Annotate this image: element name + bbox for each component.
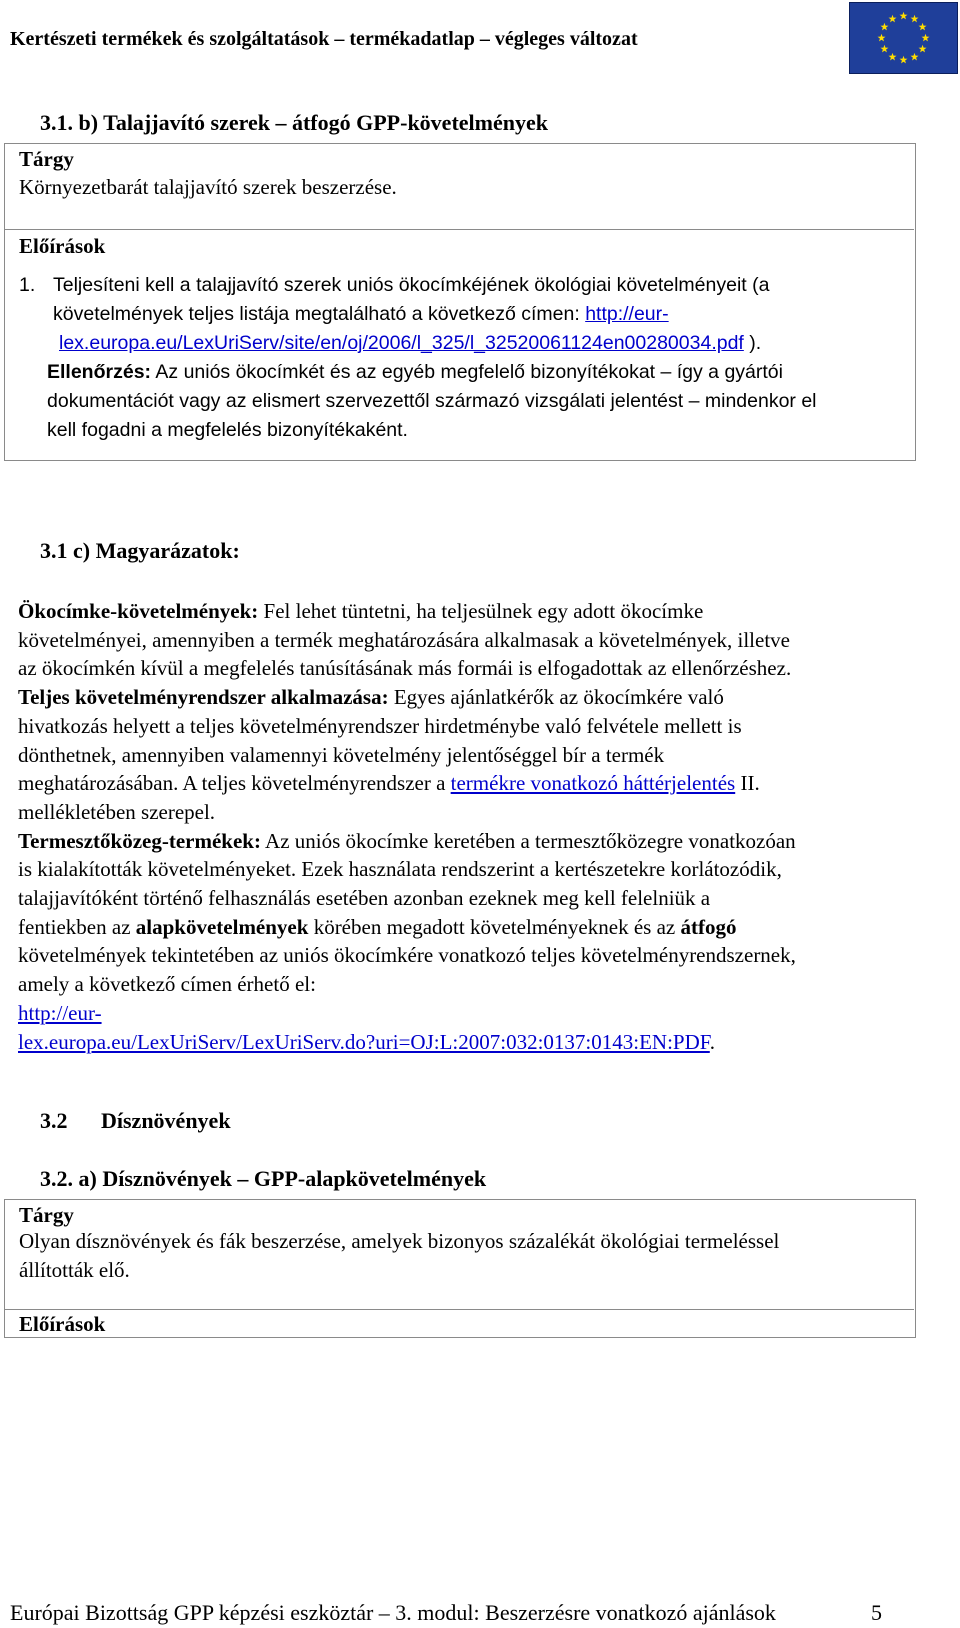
section-title-32: Dísznövények <box>101 1108 231 1133</box>
paragraph-text: II. <box>735 771 760 796</box>
paragraph-line: is kialakították követelményeket. Ezek használata rendszerint a kertészetekre korlátozódik, <box>18 857 782 882</box>
verification-line: dokumentációt vagy az elismert szervezettől származó vizsgálati jelentést – mindenkor el <box>47 390 817 412</box>
full-criteria-label: Teljes követelményrendszer alkalmazása: <box>18 685 389 710</box>
specs-label: Előírások <box>19 1312 106 1336</box>
background-report-link[interactable]: termékre vonatkozó háttérjelentés <box>450 771 736 796</box>
paragraph-line: követelmények tekintetében az uniós ökocímkére vonatkozó teljes követelményrendszernek, <box>18 943 796 968</box>
list-item-tail: ). <box>743 332 762 354</box>
bold-term: átfogó <box>680 914 737 939</box>
eur-lex-link[interactable]: http://eur- <box>585 303 669 325</box>
growing-media-label: Termesztőközeg-termékek: <box>18 828 261 853</box>
section-heading-31b: 3.1. b) Talajjavító szerek – átfogó GPP-követelmények <box>40 110 548 135</box>
paragraph-line <box>18 683 796 712</box>
subject-line: állították elő. <box>19 1257 130 1282</box>
paragraph-line <box>18 769 796 798</box>
paragraph-text: . <box>709 1029 716 1054</box>
paragraph-line: dönthetnek, amennyiben valamennyi követelmény jelentőséggel bír a termék <box>18 742 665 767</box>
paragraph-line: az ökocímkén kívül a megfelelés tanúsításának más formái is elfogadottak az ellenőrzéshez. <box>18 656 792 681</box>
paragraph-text: Egyes ajánlatkérők az ökocímkére való <box>388 685 724 710</box>
list-item-text: követelmények teljes listája megtalálható a következő címen: <box>53 303 586 325</box>
section-heading-31c: 3.1 c) Magyarázatok: <box>40 538 240 563</box>
paragraph-line: amely a következő címen érhető el: <box>18 972 316 997</box>
eu-flag-icon <box>849 2 958 74</box>
flag-star-icon <box>900 56 908 64</box>
flag-star-icon <box>880 23 888 31</box>
flag-star-icon <box>922 34 930 42</box>
subject-label: Tárgy <box>19 1203 74 1227</box>
page-number: 5 <box>871 1600 882 1625</box>
flag-star-icon <box>889 15 897 23</box>
explanations-block <box>18 597 796 1056</box>
flag-star-icon <box>880 45 888 53</box>
paragraph-line: mellékletében szerepel. <box>18 799 216 824</box>
list-item <box>53 271 769 358</box>
flag-star-icon <box>889 53 897 61</box>
verification-line: kell fogadni a megfelelés bizonyítékaként. <box>47 419 408 441</box>
subject-text <box>19 1227 779 1284</box>
verification-block <box>47 358 817 445</box>
paragraph-line: talajjavítóként történő felhasználás esetében azonban ezeknek meg kell felelniük a <box>18 886 711 911</box>
document-header-title: Kertészeti termékek és szolgáltatások – termékadatlap – végleges változat <box>10 28 638 50</box>
paragraph-text: fentiekben az <box>18 914 136 939</box>
paragraph-line <box>18 1028 796 1057</box>
ecolabel-requirements-label: Ökocímke-követelmények: <box>18 599 259 623</box>
verification-line <box>47 358 817 387</box>
paragraph-line <box>18 913 796 942</box>
section-number-32: 3.2 <box>40 1108 68 1133</box>
paragraph-text: meghatározásában. A teljes követelményrendszer a <box>18 771 451 796</box>
flag-star-icon <box>911 53 919 61</box>
specs-label: Előírások <box>19 234 106 258</box>
bold-term: alapkövetelmények <box>135 914 309 939</box>
page-footer: Európai Bizottság GPP képzési eszköztár – 3. modul: Beszerzésre vonatkozó ajánlások <box>10 1600 776 1625</box>
subject-text: Környezetbarát talajjavító szerek beszerzése. <box>19 175 397 199</box>
paragraph-text: körében megadott követelményeknek és az <box>308 914 681 939</box>
paragraph-line <box>18 827 796 856</box>
table-row-divider <box>5 1309 914 1310</box>
list-item-line <box>53 329 769 358</box>
flag-star-icon <box>900 12 908 20</box>
list-item-line <box>53 300 769 329</box>
subject-line: Olyan dísznövények és fák beszerzése, amelyek bizonyos százalékát ökológiai termeléssel <box>19 1229 780 1253</box>
list-item-line: Teljesíteni kell a talajjavító szerek uniós ökocímkéjének ökológiai követelményeit (a <box>53 274 770 296</box>
requirements-table-32a <box>4 1199 916 1338</box>
paragraph-line <box>18 597 796 626</box>
paragraph-text: Fel lehet tüntetni, ha teljesülnek egy adott ökocímke <box>258 599 704 623</box>
section-heading-32a: 3.2. a) Dísznövények – GPP-alapkövetelmények <box>40 1166 487 1191</box>
eur-lex-link-continued[interactable]: lex.europa.eu/LexUriServ/site/en/oj/2006/l_325/l_32520061124en00280034.pdf <box>59 332 744 354</box>
paragraph-text: Az uniós ökocímke keretében a termesztőközegre vonatkozóan <box>260 828 796 853</box>
flag-star-icon <box>878 34 886 42</box>
paragraph-line: követelményei, amennyiben a termék meghatározására alkalmasak a követelmények, illetve <box>18 627 790 652</box>
list-item-number: 1. <box>19 274 36 296</box>
requirements-table-31b <box>4 143 916 461</box>
subject-label: Tárgy <box>19 147 74 171</box>
verification-text: Az uniós ökocímkét és az egyéb megfelelő bizonyítékokat – így a gyártói <box>151 361 783 383</box>
table-row-divider <box>5 229 914 230</box>
flag-star-icon <box>919 45 927 53</box>
eur-lex-ecolabel-link-continued[interactable]: lex.europa.eu/LexUriServ/LexUriServ.do?uri=OJ:L:2007:032:0137:0143:EN:PDF <box>18 1029 710 1054</box>
verification-label: Ellenőrzés: <box>47 361 152 383</box>
flag-star-icon <box>911 15 919 23</box>
flag-star-icon <box>919 23 927 31</box>
eur-lex-ecolabel-link[interactable]: http://eur- <box>18 1000 102 1025</box>
paragraph-line: hivatkozás helyett a teljes követelményrendszer hirdetménybe való felvétele mellett is <box>18 713 742 738</box>
